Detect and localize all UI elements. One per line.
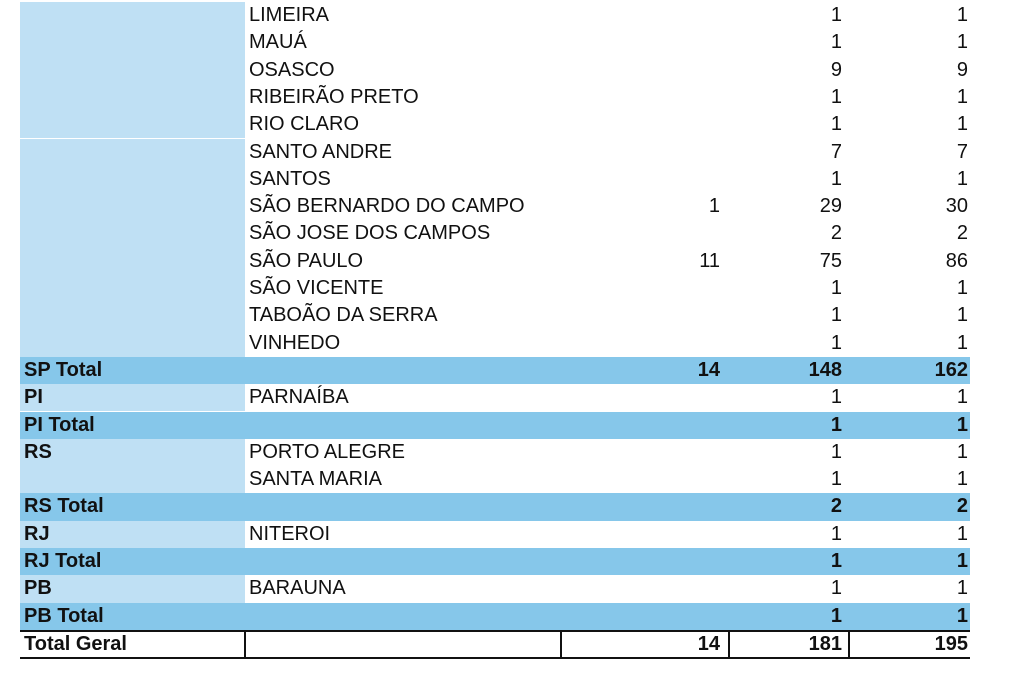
value-col-2: 181 xyxy=(808,632,842,655)
value-col-2: 1 xyxy=(830,522,842,545)
grand-total-row xyxy=(20,630,970,659)
value-col-3: 1 xyxy=(956,167,968,190)
value-col-3: 1 xyxy=(956,386,968,409)
value-col-2: 2 xyxy=(830,495,842,518)
table-row xyxy=(20,193,970,220)
table-row xyxy=(20,220,970,247)
value-col-2: 1 xyxy=(830,331,842,354)
value-col-2: 1 xyxy=(830,113,842,136)
value-col-3: 1 xyxy=(956,304,968,327)
value-col-3: 86 xyxy=(945,249,968,272)
table-row xyxy=(20,139,970,166)
value-col-3: 9 xyxy=(956,58,968,81)
city-label: VINHEDO xyxy=(249,331,341,354)
state-column-cell xyxy=(20,466,245,493)
value-col-3: 1 xyxy=(956,31,968,54)
value-col-3: 195 xyxy=(934,632,968,655)
value-col-1: 14 xyxy=(697,632,720,655)
subtotal-row xyxy=(20,493,970,520)
state-column-cell xyxy=(20,29,245,56)
value-col-1: 1 xyxy=(708,195,720,218)
value-col-2: 1 xyxy=(830,304,842,327)
value-col-1: 14 xyxy=(697,358,720,381)
city-label: SÃO VICENTE xyxy=(249,277,384,299)
value-col-2: 1 xyxy=(830,413,842,436)
state-column-cell xyxy=(20,84,245,111)
city-label: SANTOS xyxy=(249,167,331,190)
value-col-2: 1 xyxy=(830,167,842,190)
value-col-2: 1 xyxy=(830,4,842,26)
value-col-3: 1 xyxy=(956,468,968,491)
city-label: LIMEIRA xyxy=(249,4,330,26)
state-label: PB xyxy=(24,577,52,600)
city-label: TABOÃO DA SERRA xyxy=(249,304,438,327)
table-row xyxy=(20,2,970,29)
value-col-3: 2 xyxy=(956,495,968,518)
state-label: RS xyxy=(24,440,52,463)
subtotal-row xyxy=(20,357,970,384)
value-col-3: 1 xyxy=(956,85,968,108)
state-column-cell xyxy=(20,275,245,302)
value-col-3: 7 xyxy=(956,140,968,163)
cell-border xyxy=(244,632,246,657)
state-column-cell xyxy=(20,575,245,602)
value-col-3: 1 xyxy=(956,577,968,600)
value-col-2: 148 xyxy=(808,358,842,381)
value-col-3: 2 xyxy=(956,222,968,245)
value-col-3: 1 xyxy=(956,277,968,299)
table-row xyxy=(20,521,970,548)
value-col-3: 1 xyxy=(956,331,968,354)
value-col-2: 1 xyxy=(830,386,842,409)
city-label: SÃO BERNARDO DO CAMPO xyxy=(249,195,525,218)
value-col-3: 1 xyxy=(956,550,968,572)
value-col-2: 1 xyxy=(830,277,842,299)
value-col-3: 1 xyxy=(956,604,968,627)
city-label: SÃO JOSE DOS CAMPOS xyxy=(249,222,491,245)
city-label: SANTA MARIA xyxy=(249,468,382,491)
table-row xyxy=(20,330,970,357)
value-col-2: 1 xyxy=(830,550,842,572)
value-col-2: 1 xyxy=(830,468,842,491)
state-column-cell xyxy=(20,166,245,193)
state-label: RJ Total xyxy=(24,550,102,572)
value-col-3: 1 xyxy=(956,440,968,463)
state-column-cell xyxy=(20,57,245,84)
state-label: Total Geral xyxy=(24,632,127,655)
value-col-3: 1 xyxy=(956,522,968,545)
city-label: BARAUNA xyxy=(249,577,346,600)
cell-border xyxy=(728,632,730,657)
state-label: PI xyxy=(24,386,43,409)
value-col-2: 9 xyxy=(830,58,842,81)
state-column-cell xyxy=(20,521,245,548)
state-column-cell xyxy=(20,439,245,466)
state-column-cell xyxy=(20,220,245,247)
table-row xyxy=(20,248,970,275)
state-label: RS Total xyxy=(24,495,104,518)
value-col-3: 1 xyxy=(956,113,968,136)
state-label: RJ xyxy=(24,522,50,545)
subtotal-row xyxy=(20,412,970,439)
table-row xyxy=(20,57,970,84)
value-col-2: 1 xyxy=(830,604,842,627)
value-col-3: 1 xyxy=(956,4,968,26)
cell-border xyxy=(560,632,562,657)
value-col-2: 75 xyxy=(819,249,842,272)
city-label: SANTO ANDRE xyxy=(249,140,392,163)
table-row xyxy=(20,302,970,329)
table-row xyxy=(20,384,970,411)
table-row xyxy=(20,275,970,302)
state-column-cell xyxy=(20,2,245,29)
value-col-2: 1 xyxy=(830,31,842,54)
subtotal-row xyxy=(20,603,970,630)
table-row xyxy=(20,111,970,138)
value-col-2: 1 xyxy=(830,85,842,108)
table-row xyxy=(20,439,970,466)
state-column-cell xyxy=(20,248,245,275)
value-col-2: 7 xyxy=(830,140,842,163)
state-column-cell xyxy=(20,330,245,357)
table-row xyxy=(20,466,970,493)
state-column-cell xyxy=(20,302,245,329)
table-row xyxy=(20,166,970,193)
value-col-1: 11 xyxy=(699,249,720,272)
city-label: NITEROI xyxy=(249,522,331,545)
value-col-2: 2 xyxy=(830,222,842,245)
state-column-cell xyxy=(20,111,245,138)
subtotal-row xyxy=(20,548,970,575)
value-col-2: 1 xyxy=(830,577,842,600)
table-row xyxy=(20,84,970,111)
city-label: PORTO ALEGRE xyxy=(249,440,405,463)
value-col-2: 1 xyxy=(830,440,842,463)
value-col-3: 30 xyxy=(945,195,968,218)
state-label: SP Total xyxy=(24,358,103,381)
city-label: PARNAÍBA xyxy=(249,386,349,409)
table-row xyxy=(20,29,970,56)
city-label: RIO CLARO xyxy=(249,113,360,136)
state-column-cell xyxy=(20,139,245,166)
value-col-2: 29 xyxy=(819,195,842,218)
table-row xyxy=(20,575,970,602)
state-column-cell xyxy=(20,384,245,411)
cell-border xyxy=(848,632,850,657)
value-col-3: 162 xyxy=(934,358,968,381)
city-label: OSASCO xyxy=(249,58,335,81)
state-column-cell xyxy=(20,193,245,220)
city-label: RIBEIRÃO PRETO xyxy=(249,85,419,108)
state-label: PI Total xyxy=(24,413,95,436)
city-label: MAUÁ xyxy=(249,31,307,54)
state-label: PB Total xyxy=(24,604,104,627)
value-col-3: 1 xyxy=(956,413,968,436)
city-label: SÃO PAULO xyxy=(249,249,364,272)
